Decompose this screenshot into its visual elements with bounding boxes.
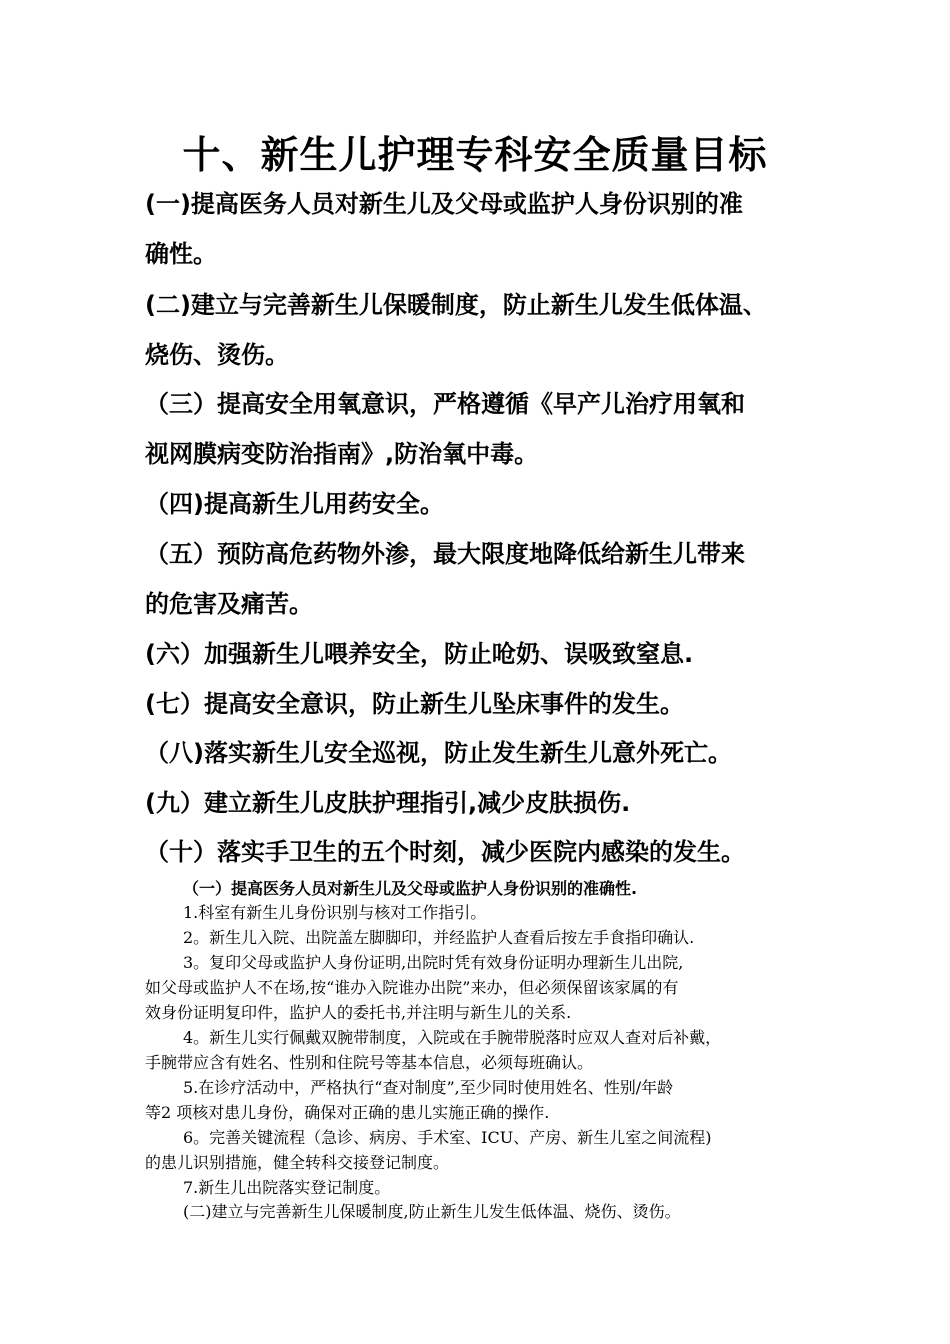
goal-line: (九）建立新生儿皮肤护理指引,减少皮肤损伤. xyxy=(145,789,631,817)
detail-line: 7.新生儿出院落实登记制度。 xyxy=(183,1178,391,1197)
detail-line: 的患儿识别措施，健全转科交接登记制度。 xyxy=(145,1153,450,1172)
detail-line: 手腕带应含有姓名、性别和住院号等基本信息，必须每班确认。 xyxy=(145,1053,594,1072)
detail-line: 2。新生儿入院、出院盖左脚脚印，并经监护人查看后按左手食指印确认. xyxy=(183,928,695,947)
goal-line: (二)建立与完善新生儿保暖制度，防止新生儿发生低体温、 xyxy=(145,291,767,319)
detail-line: 效身份证明复印件，监护人的委托书,并注明与新生儿的关系. xyxy=(145,1003,572,1022)
detail-line: 等2 项核对患儿身份，确保对正确的患儿实施正确的操作. xyxy=(145,1103,550,1122)
goal-line: (一)提高医务人员对新生儿及父母或监护人身份识别的准 xyxy=(145,190,743,218)
detail-heading: （一）提高医务人员对新生儿及父母或监护人身份识别的准确性. xyxy=(183,879,638,898)
page-title: 十、新生儿护理专科安全质量目标 xyxy=(182,133,768,177)
goal-line: (七）提高安全意识，防止新生儿坠床事件的发生。 xyxy=(145,690,684,718)
goal-line: （三）提高安全用氧意识，严格遵循《早产儿治疗用氧和 xyxy=(145,390,745,418)
detail-line: 5.在诊疗活动中，严格执行“查对制度”,至少同时使用姓名、性别/年龄 xyxy=(183,1078,674,1097)
goal-line: 烧伤、烫伤。 xyxy=(145,341,289,369)
detail-line: 4。新生儿实行佩戴双腕带制度，入院或在手腕带脱落时应双人查对后补戴， xyxy=(183,1028,722,1047)
goal-line: 确性。 xyxy=(145,240,217,268)
goal-line: （五）预防高危药物外渗，最大限度地降低给新生儿带来 xyxy=(145,540,745,568)
goal-line: 的危害及痛苦。 xyxy=(145,590,313,618)
detail-line: 3。复印父母或监护人身份证明,出院时凭有效身份证明办理新生儿出院, xyxy=(183,953,684,972)
detail-line: 1.科室有新生儿身份识别与核对工作指引。 xyxy=(183,903,487,922)
detail-line: 如父母或监护人不在场,按“谁办入院谁办出院”来办，但必须保留该家属的有 xyxy=(145,978,679,997)
goal-line: （十）落实手卫生的五个时刻，减少医院内感染的发生。 xyxy=(145,838,745,866)
detail-line: 6。完善关键流程（急诊、病房、手术室、ICU、产房、新生儿室之间流程) xyxy=(183,1128,712,1147)
detail-heading: (二)建立与完善新生儿保暖制度,防止新生儿发生低体温、烧伤、烫伤。 xyxy=(183,1202,681,1221)
goal-line: （四)提高新生儿用药安全。 xyxy=(145,490,444,518)
goal-line: 视网膜病变防治指南》,防治氧中毒。 xyxy=(145,440,539,468)
goal-line: （八)落实新生儿安全巡视，防止发生新生儿意外死亡。 xyxy=(145,739,732,767)
goal-line: (六）加强新生儿喂养安全，防止呛奶、误吸致窒息. xyxy=(145,640,694,668)
